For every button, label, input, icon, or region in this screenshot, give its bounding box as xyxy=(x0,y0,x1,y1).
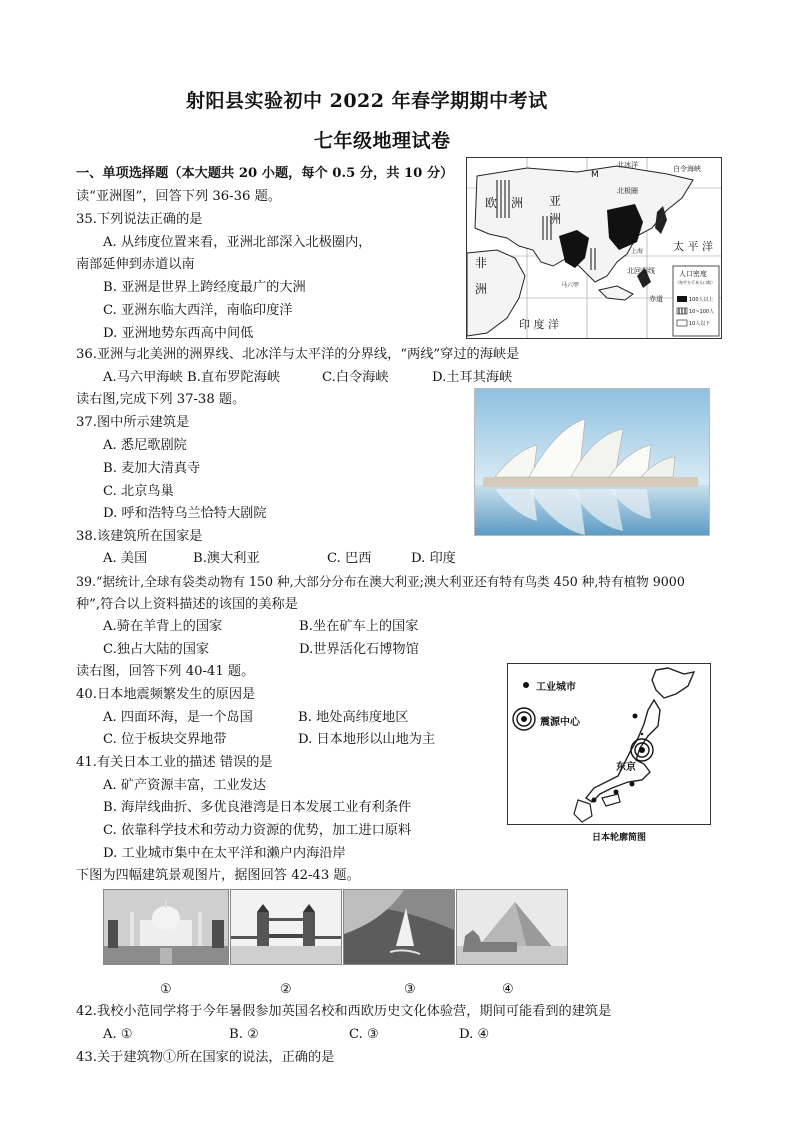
map-label-malacca: 马六甲 xyxy=(561,282,580,289)
q42-option-d[interactable]: D. ④ xyxy=(459,1027,490,1042)
map-label-asia: 亚 xyxy=(549,194,562,208)
map-label-m: M xyxy=(591,170,599,180)
q36-option-c[interactable]: C.白令海峡 xyxy=(322,370,389,385)
map-label-tropic: 北回归线 xyxy=(627,267,655,275)
q36-option-a[interactable]: A.马六甲海峡 xyxy=(103,370,183,385)
map-label-indian: 印 度 洋 xyxy=(519,318,559,331)
q36-option-b[interactable]: B.直布罗陀海峡 xyxy=(187,370,281,385)
japan-map xyxy=(507,663,711,825)
legend-industrial-city: 工业城市 xyxy=(536,682,576,693)
q35-option-d[interactable]: D. 亚洲地势东西高中间低 xyxy=(103,326,254,341)
page-title: 射阳县实验初中 2022 年春学期期中考试 xyxy=(186,90,548,112)
legend-title: 人口密度 xyxy=(679,270,707,278)
q40-stem: 40.日本地震频繁发生的原因是 xyxy=(76,687,256,702)
map-label-asia-2: 洲 xyxy=(549,212,562,226)
q36-stem: 36.亚洲与北美洲的洲界线、北冰洋与太平洋的分界线，“两线”穿过的海峡是 xyxy=(76,347,520,362)
map-label-arctic-ocean: 北冰洋 xyxy=(617,161,638,169)
photo-label-3: ③ xyxy=(404,982,416,997)
q38-option-c[interactable]: C. 巴西 xyxy=(327,551,372,566)
q40-option-b[interactable]: B. 地处高纬度地区 xyxy=(298,710,409,725)
opera-house-photo xyxy=(474,388,710,536)
q36-option-d[interactable]: D.土耳其海峡 xyxy=(432,370,513,385)
q37-option-d[interactable]: D. 呼和浩特乌兰恰特大剧院 xyxy=(103,506,267,521)
q40-option-c[interactable]: C. 位于板块交界地带 xyxy=(103,732,227,747)
map-label-pacific: 太 平 洋 xyxy=(673,240,713,253)
map-label-tokyo: 东京 xyxy=(616,762,636,773)
legend-quake-center: 震源中心 xyxy=(540,717,580,728)
map-label-africa: 非 xyxy=(475,256,488,270)
q37-stem: 37.图中所示建筑是 xyxy=(76,415,190,430)
q39-option-a[interactable]: A.骑在羊背上的国家 xyxy=(103,619,223,634)
intro-asia: 读“亚洲图”，回答下列 36-36 题。 xyxy=(76,189,281,204)
opera-house-drawing xyxy=(475,389,709,535)
q35-stem: 35.下列说法正确的是 xyxy=(76,212,203,227)
q42-option-c[interactable]: C. ③ xyxy=(349,1027,379,1042)
map-label-shanghai: 上海 xyxy=(631,248,644,255)
q41-option-b[interactable]: B. 海岸线曲折、多优良港湾是日本发展工业有利条件 xyxy=(103,800,412,815)
page-subtitle: 七年级地理试卷 xyxy=(314,130,451,152)
q43-stem: 43.关于建筑物①所在国家的说法，正确的是 xyxy=(76,1050,335,1065)
photo-taj-mahal xyxy=(103,889,229,965)
q39-option-c[interactable]: C.独占大陆的国家 xyxy=(103,642,210,657)
q41-stem: 41.有关日本工业的描述 错误的是 xyxy=(76,755,273,770)
q42-option-a[interactable]: A. ① xyxy=(103,1027,133,1042)
q39-option-d[interactable]: D.世界活化石博物馆 xyxy=(299,642,419,657)
map-label-europe-2: 洲 xyxy=(511,196,524,210)
intro-opera: 读右图,完成下列 37-38 题。 xyxy=(76,392,246,407)
asia-map xyxy=(466,157,722,339)
photo-label-1: ① xyxy=(160,982,172,997)
legend-sparse: 10人以下 xyxy=(689,321,711,327)
q41-option-d[interactable]: D. 工业城市集中在太平洋和濑户内海沿岸 xyxy=(103,846,346,861)
map-label-africa-2: 洲 xyxy=(475,282,488,296)
q35-option-a-cont: 南部延伸到赤道以南 xyxy=(76,257,195,272)
map-label-bering: 白令海峡 xyxy=(673,165,701,173)
q39-option-b[interactable]: B.坐在矿车上的国家 xyxy=(299,619,419,634)
q35-option-c[interactable]: C. 亚洲东临大西洋，南临印度洋 xyxy=(103,303,293,318)
q41-option-c[interactable]: C. 依靠科学技术和劳动力资源的优势，加工进口原料 xyxy=(103,823,412,838)
q39-stem-line2: 种”,符合以上资料描述的该国的美称是 xyxy=(76,597,298,612)
intro-japan: 读右图，回答下列 40-41 题。 xyxy=(76,664,255,679)
q37-option-b[interactable]: B. 麦加大清真寺 xyxy=(103,461,201,476)
q35-option-a[interactable]: A. 从纬度位置来看，亚洲北部深入北极圈内， xyxy=(103,235,372,250)
q38-option-b[interactable]: B.澳大利亚 xyxy=(193,551,260,566)
q38-option-a[interactable]: A. 美国 xyxy=(103,551,148,566)
japan-map-caption: 日本轮廓简图 xyxy=(592,833,647,843)
legend-dense: 100人以上 xyxy=(689,297,714,303)
q40-option-a[interactable]: A. 四面环海，是一个岛国 xyxy=(103,710,253,725)
map-label-equator: 赤道 xyxy=(649,295,663,303)
legend-medium: 10~100人 xyxy=(689,309,715,315)
q38-option-d[interactable]: D. 印度 xyxy=(411,551,456,566)
section-heading: 一、单项选择题（本大题共 20 小题，每个 0.5 分，共 10 分） xyxy=(76,166,454,181)
q35-option-b[interactable]: B. 亚洲是世界上跨经度最广的大洲 xyxy=(103,280,306,295)
q39-stem-line1: 39.“据统计,全球有袋类动物有 150 种,大部分分布在澳大利亚;澳大利亚还有特有鸟类 450 种,特有植物 9000 xyxy=(76,574,685,589)
q42-option-b[interactable]: B. ② xyxy=(229,1027,259,1042)
q40-option-d[interactable]: D. 日本地形以山地为主 xyxy=(298,732,436,747)
q42-stem: 42.我校小范同学将于今年暑假参加英国名校和西欧历史文化体验营，期间可能看到的建筑是 xyxy=(76,1004,612,1019)
photo-sphinx-pyramid xyxy=(456,889,568,965)
map-label-arctic-circle: 北极圈 xyxy=(617,187,638,195)
photo-tower-bridge xyxy=(230,889,342,965)
intro-buildings: 下图为四幅建筑景观图片，据图回答 42-43 题。 xyxy=(76,868,360,883)
q37-option-c[interactable]: C. 北京鸟巢 xyxy=(103,484,174,499)
q37-option-a[interactable]: A. 悉尼歌剧院 xyxy=(103,438,187,453)
q41-option-a[interactable]: A. 矿产资源丰富，工业发达 xyxy=(103,778,266,793)
photo-label-2: ② xyxy=(280,982,292,997)
photo-label-4: ④ xyxy=(502,982,514,997)
map-label-europe: 欧 xyxy=(485,196,498,210)
photo-burj-al-arab xyxy=(343,889,455,965)
legend-unit: （每平方千米人口数） xyxy=(675,280,715,285)
q38-stem: 38.该建筑所在国家是 xyxy=(76,529,203,544)
